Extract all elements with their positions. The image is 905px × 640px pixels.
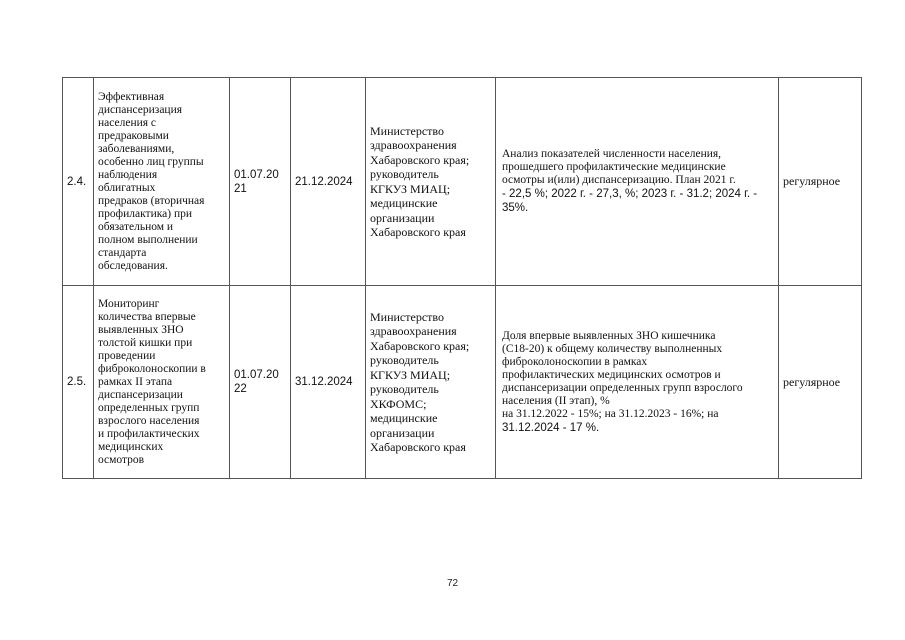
end-date: 31.12.2024 xyxy=(291,286,366,479)
measure-name: Мониторинг количества впервые выявленных ЗНО толстой кишки при проведении фиброколоноскопии в рамках II этапа диспансеризации определенных групп взрослого населения и профилактических медицинских осмотров xyxy=(94,286,230,479)
table-row xyxy=(63,78,862,286)
start-date: 01.07.20 22 xyxy=(230,286,291,479)
end-date: 21.12.2024 xyxy=(291,78,366,286)
indicator-text: Анализ показателей численности населения, прошедшего профилактические медицинские осмотры и(или) диспансеризацию. План 2021 г. xyxy=(502,148,736,186)
table-row xyxy=(63,286,862,479)
indicator-cell xyxy=(496,78,779,286)
measure-name: Эффективная диспансеризация населения с предраковыми заболеваниями, особенно лиц группы наблюдения облигатных предраков (вторичная профилактика) при обязательном и полном выполнении стандарта обследования. xyxy=(94,78,230,286)
frequency: регулярное xyxy=(779,78,862,286)
row-number: 2.4. xyxy=(63,78,94,286)
page-number: 72 xyxy=(446,578,459,589)
indicator-values: - 22,5 %; 2022 г. - 27,3, %; 2023 г. - 31.2; 2024 г. - 35%. xyxy=(502,188,758,214)
start-date: 01.07.20 21 xyxy=(230,78,291,286)
responsible-executors: Министерство здравоохранения Хабаровского края; руководитель КГКУЗ МИАЦ; руководитель ХКФОМС; медицинские организации Хабаровского края xyxy=(366,286,496,479)
indicator-text: Доля впервые выявленных ЗНО кишечника (С18-20) к общему количеству выполненных фиброколоноскопии в рамках профилактических медицинских осмотров и диспансеризации определенных групп взрослого населения (II этап), % на 31.12.2022 - 15%; на 31.12.2023 - 16%; на xyxy=(502,329,743,420)
measures-table xyxy=(62,77,862,479)
row-number: 2.5. xyxy=(63,286,94,479)
responsible-executors: Министерство здравоохранения Хабаровского края; руководитель КГКУЗ МИАЦ; медицинские организации Хабаровского края xyxy=(366,78,496,286)
frequency: регулярное xyxy=(779,286,862,479)
indicator-cell xyxy=(496,286,779,479)
indicator-values: 31.12.2024 - 17 %. xyxy=(502,421,600,434)
